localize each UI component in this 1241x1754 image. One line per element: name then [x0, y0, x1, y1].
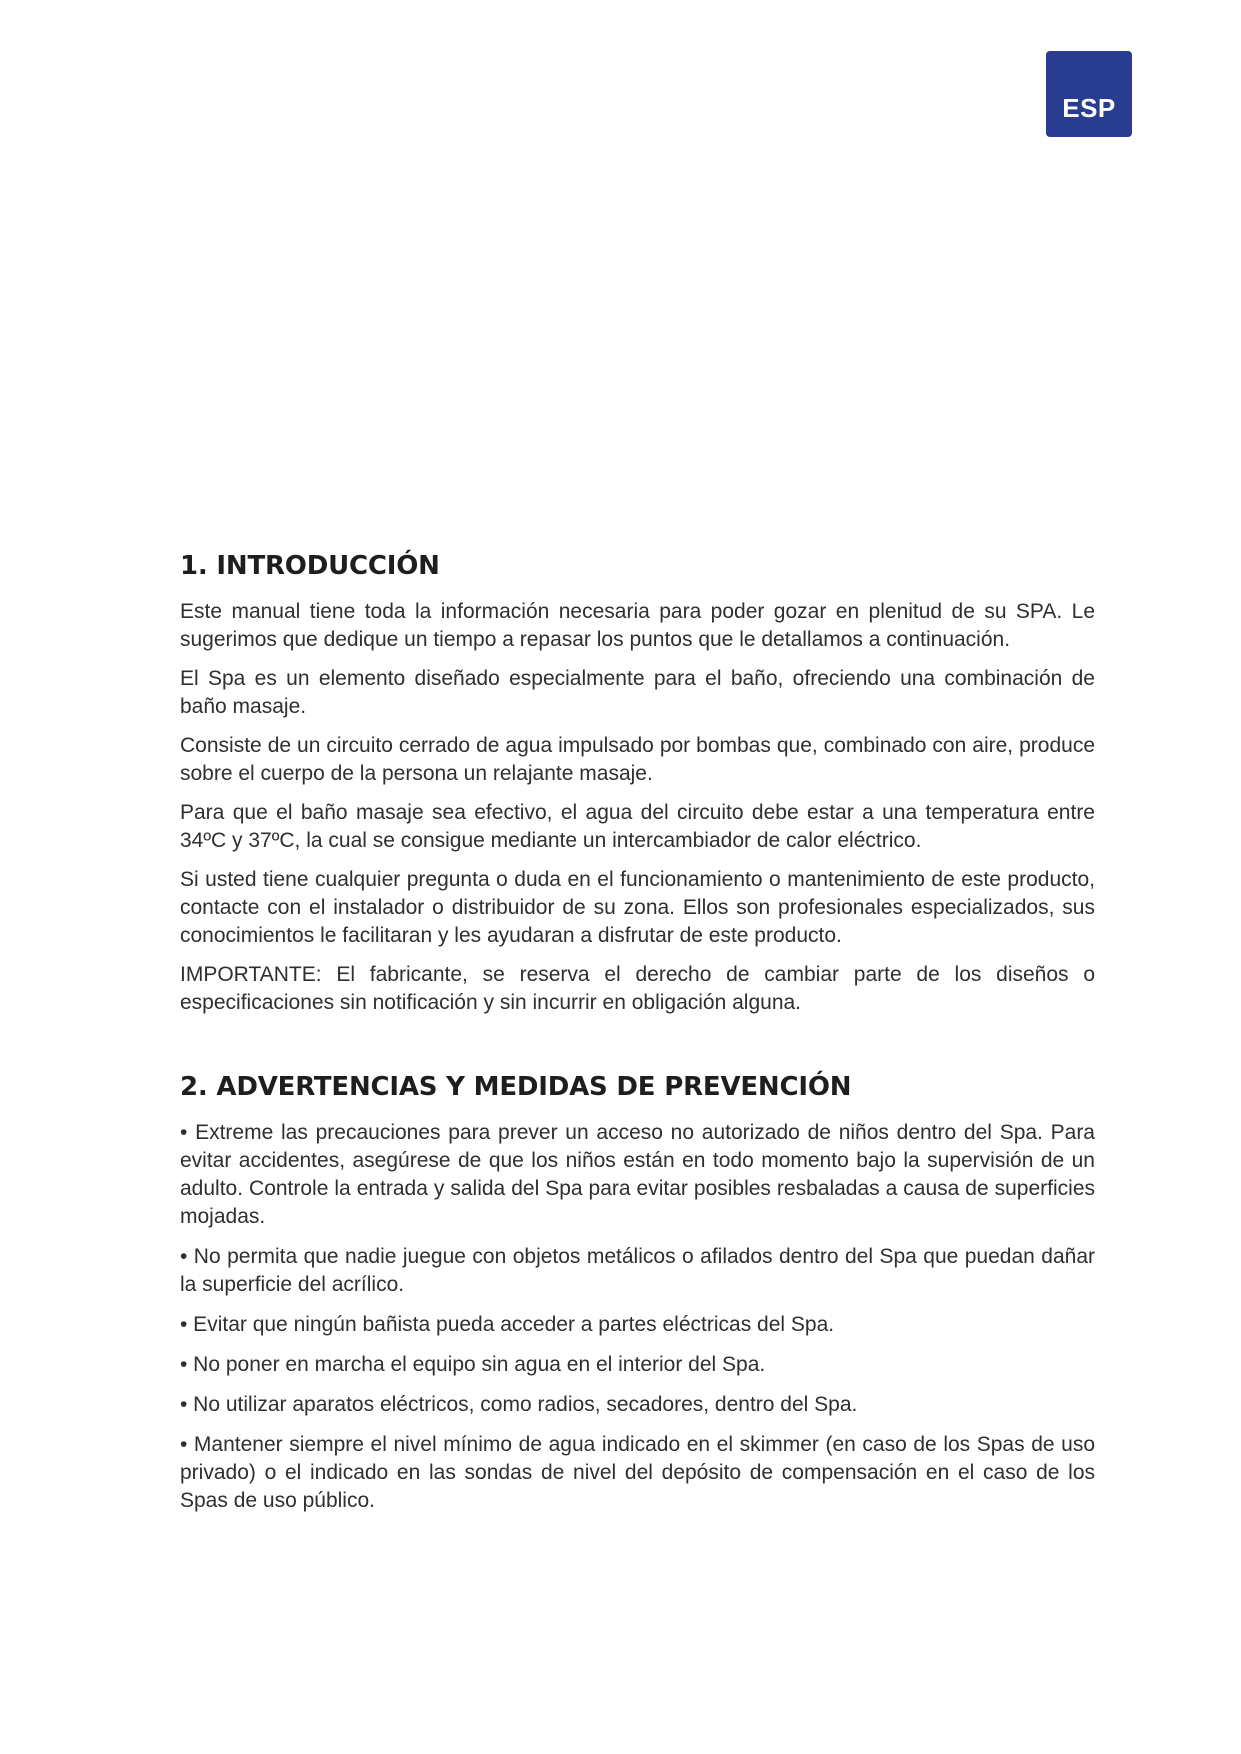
section-title: 1. INTRODUCCIÓN — [180, 551, 440, 581]
paragraph: El Spa es un elemento diseñado especialmente para el baño, ofreciendo una combinación de baño masaje. — [180, 667, 1095, 718]
paragraph: IMPORTANTE: El fabricante, se reserva el derecho de cambiar parte de los diseños o especificaciones sin notificación y sin incurrir en obligación alguna. — [180, 963, 1095, 1014]
bullet-item: • Evitar que ningún bañista pueda acceder a partes eléctricas del Spa. — [180, 1313, 835, 1336]
section-advertencias — [180, 1069, 1095, 1515]
bullet-item: • Extreme las precauciones para prever un acceso no autorizado de niños dentro del Spa. Para evitar accidentes, asegúrese de que los niños están en todo momento bajo la supervisión de un adulto. Controle la entrada y salida del Spa para evitar posibles resbaladas a causa de superficies mojadas. — [180, 1121, 1095, 1228]
bullet-item: • No poner en marcha el equipo sin agua en el interior del Spa. — [180, 1353, 766, 1376]
bullet-item: • No utilizar aparatos eléctricos, como radios, secadores, dentro del Spa. — [180, 1393, 858, 1416]
document-body — [180, 548, 1095, 1527]
section-title: 2. ADVERTENCIAS Y MEDIDAS DE PREVENCIÓN — [180, 1072, 852, 1102]
paragraph: Consiste de un circuito cerrado de agua impulsado por bombas que, combinado con aire, produce sobre el cuerpo de la persona un relajante masaje. — [180, 734, 1095, 785]
section-introduccion — [180, 548, 1095, 1017]
paragraph: Para que el baño masaje sea efectivo, el agua del circuito debe estar a una temperatura entre 34ºC y 37ºC, la cual se consigue mediante un intercambiador de calor eléctrico. — [180, 801, 1095, 852]
bullet-item: • No permita que nadie juegue con objetos metálicos o afilados dentro del Spa que puedan dañar la superficie del acrílico. — [180, 1245, 1095, 1296]
language-badge: ESP — [1046, 51, 1132, 137]
bullet-item: • Mantener siempre el nivel mínimo de agua indicado en el skimmer (en caso de los Spas de uso privado) o el indicado en las sondas de nivel del depósito de compensación en el caso de los Spas de uso público. — [180, 1433, 1095, 1512]
paragraph: Si usted tiene cualquier pregunta o duda en el funcionamiento o mantenimiento de este producto, contacte con el instalador o distribuidor de su zona. Ellos son profesionales especializados, sus conocimientos le facilitaran y les ayudaran a disfrutar de este producto. — [180, 868, 1095, 947]
paragraph: Este manual tiene toda la información necesaria para poder gozar en plenitud de su SPA. Le sugerimos que dedique un tiempo a repasar los puntos que le detallamos a continuación. — [180, 600, 1095, 651]
